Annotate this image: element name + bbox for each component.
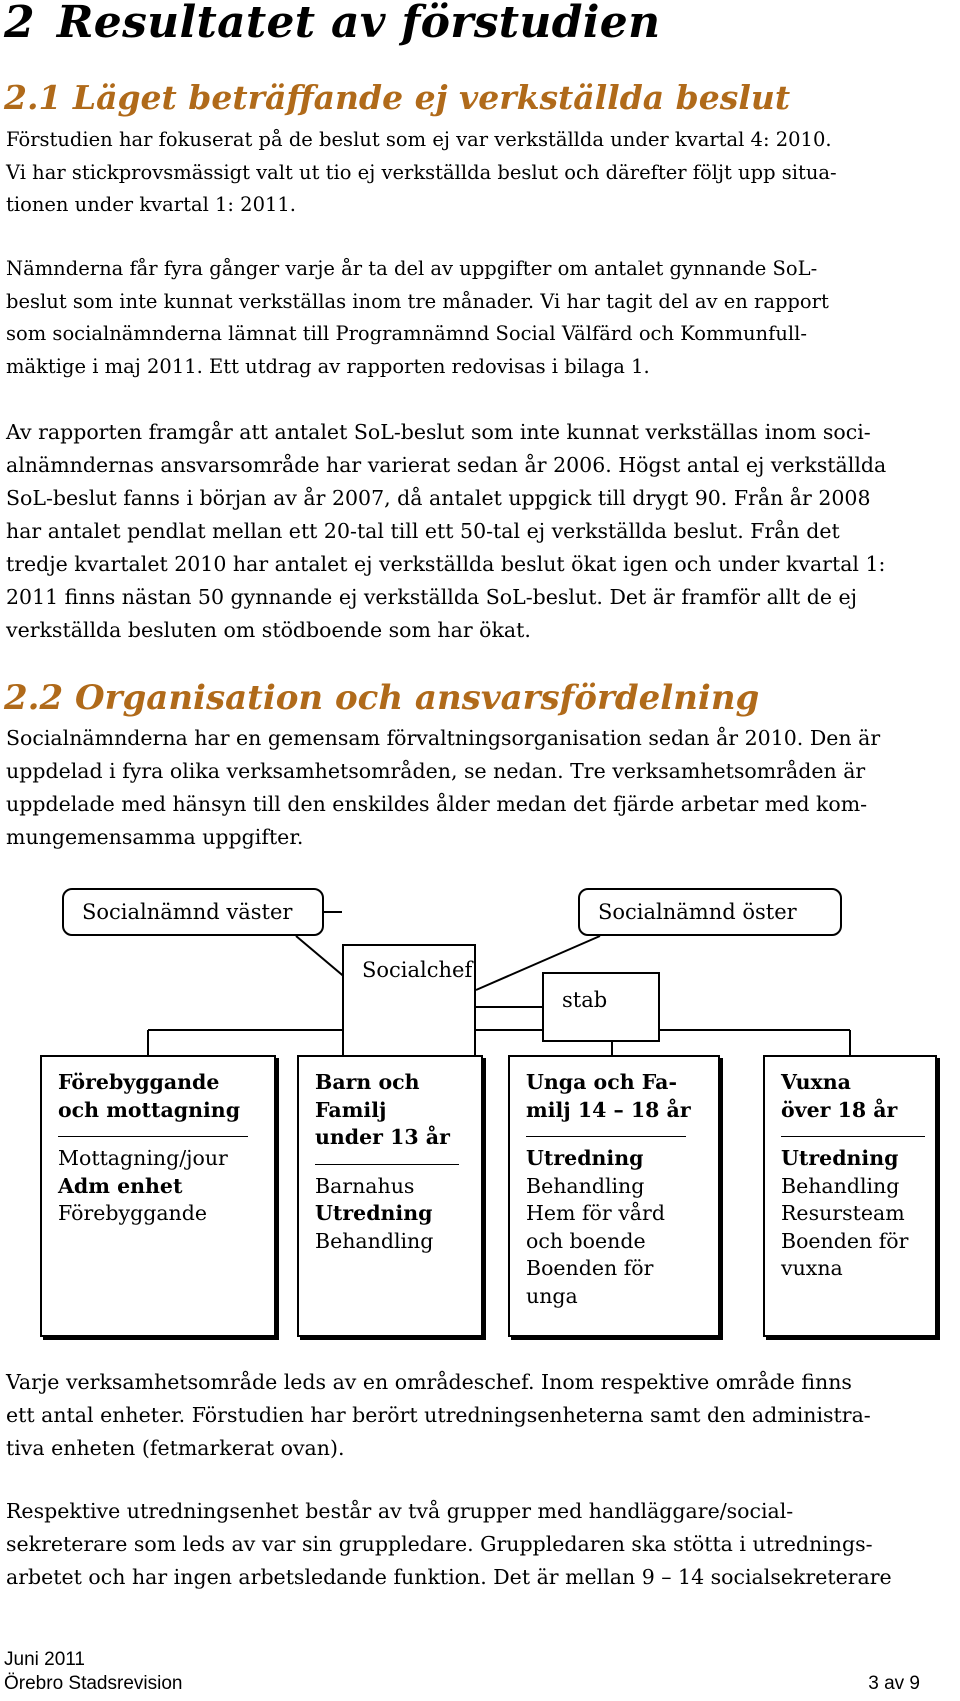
text-line: Av rapporten framgår att antalet SoL-beslut som inte kunnat verkställas inom soci- xyxy=(6,420,871,444)
paragraph-verksamhetsomrade xyxy=(6,1366,871,1465)
paragraph-namnderna xyxy=(6,253,829,383)
text-line: verkställda besluten om stödboende som har ökat. xyxy=(6,618,531,642)
text-line: Förstudien har fokuserat på de beslut som ej var verkställda under kvartal 4: 2010. xyxy=(6,128,832,151)
text-line: sekreterare som leds av var sin gruppledare. Gruppledaren ska stötta i utrednings- xyxy=(6,1532,873,1556)
board-west-box: Socialnämnd väster xyxy=(62,888,324,936)
unit-prevention xyxy=(40,1055,276,1337)
footer-date: Juni 2011 xyxy=(4,1649,85,1670)
unit-title: Vuxna xyxy=(781,1070,851,1094)
unit-item: Hem för vård xyxy=(526,1201,665,1225)
unit-item: Behandling xyxy=(526,1173,645,1198)
unit-item: Utredning xyxy=(781,1146,899,1170)
paragraph-intro xyxy=(6,124,837,222)
text-line: uppdelad i fyra olika verksamhetsområden, se nedan. Tre verksamhetsområden är xyxy=(6,759,866,783)
unit-divider xyxy=(315,1164,459,1165)
unit-item: Barnahus xyxy=(315,1173,415,1198)
chapter-number: 2 xyxy=(4,0,35,48)
unit-item: Resursteam xyxy=(781,1201,905,1225)
unit-item: Utredning xyxy=(315,1201,433,1225)
chief-box: Socialchef xyxy=(342,944,476,1084)
unit-item: Förebyggande xyxy=(58,1201,208,1225)
paragraph-utredningsenhet xyxy=(6,1495,892,1594)
text-line: uppdelade med hänsyn till den enskildes ålder medan det fjärde arbetar med kom- xyxy=(6,792,868,816)
unit-item: Behandling xyxy=(781,1173,900,1198)
unit-adults xyxy=(763,1055,937,1337)
unit-item: unga xyxy=(526,1283,578,1308)
unit-item: Behandling xyxy=(315,1228,434,1253)
chapter-heading xyxy=(4,0,660,46)
text-line: alnämndernas ansvarsområde har varierat sedan år 2006. Högst antal ej verkställda xyxy=(6,453,887,477)
unit-divider xyxy=(781,1136,925,1137)
text-line: Socialnämnderna har en gemensam förvaltningsorganisation sedan år 2010. Den är xyxy=(6,726,881,750)
text-line: 2011 finns nästan 50 gynnande ej verkställda SoL-beslut. Det är framför allt de ej xyxy=(6,585,857,609)
unit-divider xyxy=(58,1136,248,1137)
text-line: Vi har stickprovsmässigt valt ut tio ej verkställda beslut och därefter följt upp situa- xyxy=(6,160,837,184)
unit-divider xyxy=(526,1136,686,1137)
org-chart xyxy=(0,880,960,1350)
text-line: tredje kvartalet 2010 har antalet ej verkställda beslut ökat igen och under kvartal 1: xyxy=(6,552,886,576)
section-heading-2-1: 2.1 Läget beträffande ej verkställda beslut xyxy=(4,78,791,117)
section-heading-2-2: 2.2 Organisation och ansvarsfördelning xyxy=(4,678,760,718)
unit-children xyxy=(297,1055,483,1337)
unit-title: under 13 år xyxy=(315,1125,450,1149)
unit-title: och mottagning xyxy=(58,1097,241,1122)
text-line: Varje verksamhetsområde leds av en områdeschef. Inom respektive område finns xyxy=(6,1370,852,1394)
unit-title: Unga och Fa- xyxy=(526,1070,677,1094)
staff-box: stab xyxy=(542,972,660,1042)
footer-organization: Örebro Stadsrevision xyxy=(4,1673,183,1694)
text-line: Respektive utredningsenhet består av två grupper med handläggare/social- xyxy=(6,1499,794,1523)
text-line: ett antal enheter. Förstudien har berört utredningsenheterna samt den administra- xyxy=(6,1403,871,1427)
paragraph-rapporten xyxy=(6,416,886,647)
unit-title: milj 14 – 18 år xyxy=(526,1097,691,1122)
text-line: har antalet pendlat mellan ett 20-tal till ett 50-tal ej verkställda beslut. Från det xyxy=(6,519,840,543)
unit-item: Mottagning/jour xyxy=(58,1146,228,1170)
unit-title: Barn och xyxy=(315,1070,420,1094)
text-line: tiva enheten (fetmarkerat ovan). xyxy=(6,1436,345,1460)
unit-title: Förebyggande xyxy=(58,1070,220,1094)
unit-item: Utredning xyxy=(526,1146,644,1170)
text-line: arbetet och har ingen arbetsledande funktion. Det är mellan 9 – 14 socialsekreterare xyxy=(6,1565,892,1589)
unit-youth xyxy=(508,1055,720,1337)
unit-item: och boende xyxy=(526,1228,646,1253)
text-line: tionen under kvartal 1: 2011. xyxy=(6,193,297,216)
text-line: som socialnämnderna lämnat till Programnämnd Social Välfärd och Kommunfull- xyxy=(6,322,807,345)
chapter-title: Resultatet av förstudien xyxy=(56,0,661,48)
unit-title: Familj xyxy=(315,1097,387,1122)
unit-item: Adm enhet xyxy=(58,1173,183,1198)
footer-page-number: 3 av 9 xyxy=(868,1673,920,1694)
text-line: SoL-beslut fanns i början av år 2007, då antalet uppgick till drygt 90. Från år 2008 xyxy=(6,486,871,510)
paragraph-organisation xyxy=(6,722,880,854)
text-line: beslut som inte kunnat verkställas inom tre månader. Vi har tagit del av en rapport xyxy=(6,289,829,313)
text-line: mungemensamma uppgifter. xyxy=(6,825,304,849)
unit-item: Boenden för xyxy=(781,1228,909,1253)
text-line: Nämnderna får fyra gånger varje år ta del av uppgifter om antalet gynnande SoL- xyxy=(6,257,818,280)
board-east-box: Socialnämnd öster xyxy=(578,888,842,936)
unit-item: vuxna xyxy=(781,1256,843,1280)
unit-item: Boenden för xyxy=(526,1256,654,1280)
unit-title: över 18 år xyxy=(781,1097,898,1122)
text-line: mäktige i maj 2011. Ett utdrag av rapporten redovisas i bilaga 1. xyxy=(6,354,650,378)
